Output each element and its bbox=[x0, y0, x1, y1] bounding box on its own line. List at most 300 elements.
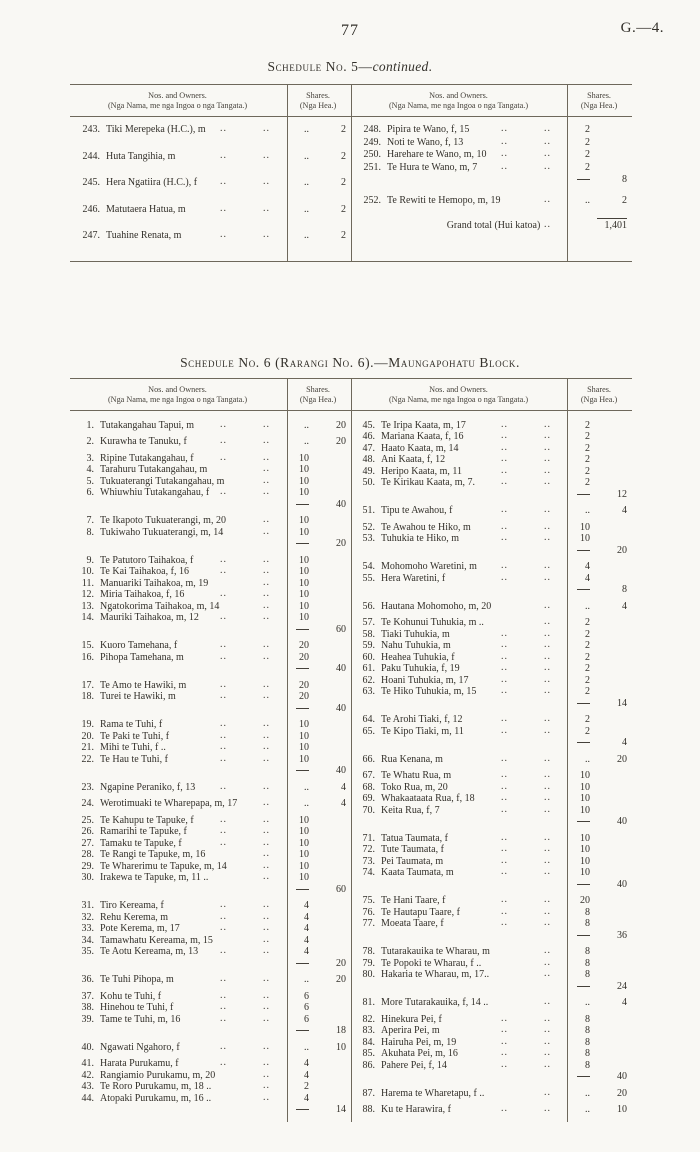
owner-name: Hinekura Pei, f bbox=[381, 1013, 442, 1025]
shares-header-sub: (Nga Hea.) bbox=[299, 101, 337, 110]
subtotal-row bbox=[351, 816, 632, 828]
owner-row bbox=[351, 867, 632, 879]
owner-cell bbox=[351, 466, 560, 478]
owner-row bbox=[351, 918, 632, 930]
shares-cell: .. bbox=[304, 798, 309, 809]
owners-header bbox=[70, 85, 285, 116]
dot-leader: .. bbox=[501, 640, 508, 650]
shares-cell: 10 bbox=[299, 464, 309, 475]
owner-number: 61. bbox=[362, 663, 375, 674]
dot-leader: .. bbox=[263, 577, 270, 588]
owner-cell bbox=[351, 1014, 560, 1026]
shares-cell: 2 bbox=[585, 136, 590, 148]
header-right-half bbox=[351, 85, 632, 116]
subtotal-row bbox=[351, 981, 632, 993]
shares-cell: .. bbox=[585, 997, 590, 1008]
shares-cell: 4 bbox=[585, 572, 590, 584]
dot-leader: .. bbox=[220, 1041, 227, 1052]
shares-cell bbox=[279, 884, 312, 896]
shares-cell: 10 bbox=[580, 770, 590, 781]
shares-cell: 2 bbox=[585, 442, 590, 454]
owner-number: 55. bbox=[362, 572, 375, 584]
owner-row bbox=[351, 522, 632, 534]
shares-cell: 20 bbox=[299, 651, 309, 663]
owner-row bbox=[70, 578, 351, 590]
owner-cell bbox=[70, 464, 279, 476]
shares-cell: 2 bbox=[585, 663, 590, 674]
owner-number: 78. bbox=[362, 946, 375, 957]
owner-number: 251. bbox=[363, 161, 381, 173]
owner-row bbox=[70, 515, 351, 527]
owner-number: 20. bbox=[81, 730, 94, 742]
column-rule bbox=[567, 379, 568, 1122]
owner-number: 77. bbox=[362, 918, 375, 929]
shares-cell: 4 bbox=[304, 900, 309, 911]
shares-subtotal-cell: 40 bbox=[617, 816, 627, 827]
owner-row bbox=[351, 805, 632, 817]
owner-name: Manuariki Taihakoa, m, 19 bbox=[100, 577, 209, 589]
dot-leader: .. bbox=[263, 589, 270, 599]
dot-leader: .. bbox=[220, 911, 227, 922]
dot-leader: .. bbox=[220, 679, 227, 690]
owner-number: 249. bbox=[363, 136, 381, 148]
owner-number: 19. bbox=[81, 719, 94, 730]
owner-cell bbox=[351, 505, 560, 517]
owner-name: Huta Tangihia, m bbox=[106, 150, 176, 162]
subtotal-row bbox=[70, 663, 351, 675]
owner-number: 247. bbox=[82, 230, 100, 241]
subtotal-row bbox=[351, 879, 632, 891]
owner-number: 51. bbox=[362, 505, 375, 516]
subtotal-row bbox=[70, 1025, 351, 1037]
owner-number: 87. bbox=[362, 1087, 375, 1099]
header-right-half bbox=[351, 379, 632, 410]
owner-number: 34. bbox=[81, 934, 94, 946]
dot-leader: .. bbox=[544, 465, 551, 476]
dot-leader: .. bbox=[544, 895, 551, 905]
shares-subtotal-cell: 20 bbox=[617, 753, 627, 765]
shares-header-label: Shares. bbox=[306, 91, 330, 100]
owner-cell bbox=[351, 805, 560, 817]
owner-row bbox=[351, 431, 632, 443]
shares-cell: 10 bbox=[580, 855, 590, 867]
owner-row bbox=[70, 1058, 351, 1070]
owner-row bbox=[70, 453, 351, 465]
owner-number: 33. bbox=[81, 923, 94, 934]
dot-leader: .. bbox=[220, 1013, 227, 1024]
owner-name: Te Kipo Tiaki, m, 11 bbox=[381, 725, 464, 737]
dot-leader: .. bbox=[501, 149, 508, 159]
owners-header-label: Nos. and Owners. bbox=[429, 384, 488, 394]
shares-cell: 2 bbox=[585, 419, 590, 431]
owner-row bbox=[351, 466, 632, 478]
shares-cell: .. bbox=[304, 230, 309, 241]
shares-cell bbox=[279, 499, 312, 511]
shares-subtotal-cell: 60 bbox=[336, 623, 346, 635]
shares-cell: .. bbox=[585, 753, 590, 765]
owner-row bbox=[351, 663, 632, 675]
owner-row bbox=[70, 1081, 351, 1093]
owner-row bbox=[70, 1014, 351, 1026]
owner-row bbox=[70, 754, 351, 766]
dot-leader: .. bbox=[501, 442, 508, 453]
owner-name: Heripo Kaata, m, 11 bbox=[381, 465, 462, 477]
shares-subtotal-cell: 10 bbox=[336, 1041, 346, 1053]
shares-cell: 10 bbox=[299, 515, 309, 526]
shares-subtotal-cell: 20 bbox=[336, 538, 346, 549]
shares-cell bbox=[560, 930, 593, 942]
owner-number: 1. bbox=[86, 419, 94, 431]
owner-row bbox=[351, 124, 632, 137]
owner-name: Hakaria te Wharau, m, 17.. bbox=[381, 969, 490, 980]
shares-subtotal-cell: 40 bbox=[617, 878, 627, 890]
owner-name: Te Aotu Kereama, m, 13 bbox=[100, 946, 199, 957]
owner-name: Te Kirikau Kaata, m, 7. bbox=[381, 477, 475, 488]
shares-cell: 20 bbox=[299, 691, 309, 702]
sum-dash bbox=[577, 494, 590, 495]
owner-row bbox=[70, 436, 351, 448]
shares-header-label: Shares. bbox=[587, 91, 611, 100]
owner-cell bbox=[351, 1048, 560, 1060]
shares-cell bbox=[279, 703, 312, 715]
owner-number: 50. bbox=[362, 477, 375, 488]
owner-row bbox=[70, 230, 351, 243]
shares-subtotal-cell: 4 bbox=[622, 505, 627, 516]
dot-leader: .. bbox=[544, 1048, 551, 1058]
dot-leader: .. bbox=[501, 477, 508, 487]
dot-leader: .. bbox=[544, 1059, 551, 1070]
owner-name: Te Iripa Kaata, m, 17 bbox=[381, 419, 466, 431]
owner-name: Whiuwhiu Tutakangahau, f bbox=[100, 487, 210, 498]
subtotal-row bbox=[70, 703, 351, 715]
owner-cell bbox=[70, 691, 279, 703]
page-header bbox=[0, 22, 700, 42]
owner-name: Tiaki Tuhukia, m bbox=[381, 628, 450, 640]
shares-cell: 8 bbox=[585, 969, 590, 980]
owner-name: Pote Kerema, m, 17 bbox=[100, 923, 180, 934]
shares-cell: 4 bbox=[304, 946, 309, 957]
subtotal-row bbox=[351, 930, 632, 942]
owner-cell bbox=[351, 220, 560, 233]
dot-leader: .. bbox=[220, 124, 227, 134]
owner-name: Harata Purukamu, f bbox=[100, 1058, 179, 1069]
owner-name: Tame te Tuhi, m, 16 bbox=[100, 1013, 181, 1025]
subtotal-row bbox=[351, 698, 632, 710]
owner-row bbox=[351, 505, 632, 517]
owner-name: Te Paki te Tuhi, f bbox=[100, 730, 170, 742]
dot-leader: .. bbox=[220, 1002, 227, 1012]
owner-number: 243. bbox=[82, 124, 100, 135]
dot-leader: .. bbox=[220, 900, 227, 910]
owner-number: 48. bbox=[362, 454, 375, 465]
dot-leader: .. bbox=[501, 918, 508, 928]
shares-cell: 4 bbox=[304, 1069, 309, 1081]
owner-name: Ripine Tutakangahau, f bbox=[100, 452, 194, 464]
dot-leader: .. bbox=[263, 554, 270, 565]
owner-row bbox=[70, 861, 351, 873]
dot-leader: .. bbox=[220, 203, 227, 214]
owner-number: 36. bbox=[81, 974, 94, 985]
owner-row bbox=[70, 555, 351, 567]
dot-leader: .. bbox=[263, 124, 270, 134]
shares-header bbox=[566, 379, 632, 410]
shares-header bbox=[285, 379, 351, 410]
owner-row bbox=[70, 589, 351, 601]
owner-cell bbox=[70, 1081, 279, 1093]
dot-leader: .. bbox=[544, 781, 551, 792]
shares-subtotal-cell: 2 bbox=[341, 177, 346, 188]
dot-leader: .. bbox=[501, 895, 508, 905]
shares-cell: .. bbox=[304, 1041, 309, 1053]
owner-cell bbox=[351, 907, 560, 919]
dot-leader: .. bbox=[220, 589, 227, 599]
shares-subtotal-cell: 40 bbox=[617, 1071, 627, 1082]
shares-subtotal-cell: 40 bbox=[336, 663, 346, 674]
owner-row bbox=[351, 1014, 632, 1026]
owner-number: 5. bbox=[86, 475, 94, 487]
dot-leader: .. bbox=[544, 804, 551, 815]
owner-cell bbox=[70, 1014, 279, 1026]
grand-total-label: Grand total (Hui katoa) bbox=[446, 220, 541, 231]
shares-cell: 2 bbox=[585, 454, 590, 465]
owners-header bbox=[351, 379, 566, 410]
owner-row bbox=[70, 946, 351, 958]
sum-dash bbox=[577, 1076, 590, 1077]
dot-leader: .. bbox=[220, 640, 227, 650]
dot-leader: .. bbox=[220, 150, 227, 161]
owner-name: Te Awahou te Hiko, m bbox=[381, 521, 471, 533]
owner-row bbox=[70, 731, 351, 743]
shares-cell: 20 bbox=[299, 640, 309, 651]
shares-header bbox=[566, 85, 632, 116]
dot-leader: .. bbox=[263, 526, 270, 537]
owner-number: 81. bbox=[362, 997, 375, 1008]
owners-header-sub: (Nga Nama, me nga Ingoa o nga Tangata.) bbox=[388, 394, 529, 404]
owner-name: Te Roro Purukamu, m, 18 .. bbox=[100, 1081, 212, 1092]
owner-cell bbox=[70, 991, 279, 1003]
sum-dash bbox=[577, 550, 590, 551]
owner-cell bbox=[70, 1042, 279, 1054]
schedule-6-title-main: Schedule No. 6 (Rarangi No. 6).—Maungapohatu Block. bbox=[180, 354, 520, 370]
owner-number: 15. bbox=[81, 640, 94, 651]
owner-cell bbox=[351, 1060, 560, 1072]
dot-leader: .. bbox=[263, 691, 270, 701]
owner-cell bbox=[70, 680, 279, 692]
owner-name: Pahere Pei, f, 14 bbox=[381, 1059, 447, 1071]
sum-dash bbox=[296, 708, 309, 709]
dot-leader: .. bbox=[501, 136, 508, 147]
shares-cell: .. bbox=[304, 124, 309, 135]
subtotal-row bbox=[351, 1071, 632, 1083]
owner-cell bbox=[351, 431, 560, 443]
dot-leader: .. bbox=[220, 177, 227, 187]
shares-subtotal-cell: 4 bbox=[622, 600, 627, 612]
dot-leader: .. bbox=[544, 725, 551, 736]
owner-name: Rangiamio Purukamu, m, 20 bbox=[100, 1069, 216, 1081]
owner-number: 70. bbox=[362, 804, 375, 816]
owner-name: Pei Taumata, m bbox=[381, 855, 444, 867]
owner-cell bbox=[351, 629, 560, 641]
shares-cell: 2 bbox=[585, 725, 590, 737]
dot-leader: .. bbox=[544, 454, 551, 464]
owner-row bbox=[351, 726, 632, 738]
owner-cell bbox=[351, 856, 560, 868]
owner-name: Irakewa te Tapuke, m, 11 .. bbox=[100, 872, 209, 883]
dot-leader: .. bbox=[501, 753, 508, 764]
owner-row bbox=[70, 566, 351, 578]
shares-subtotal-cell: 8 bbox=[622, 584, 627, 595]
shares-cell: 20 bbox=[580, 895, 590, 906]
dot-leader: .. bbox=[544, 561, 551, 571]
owner-name: Ngawati Ngahoro, f bbox=[100, 1041, 180, 1053]
dot-leader: .. bbox=[263, 600, 270, 611]
owner-number: 76. bbox=[362, 906, 375, 918]
owner-cell bbox=[351, 617, 560, 629]
owner-cell bbox=[70, 555, 279, 567]
dot-leader: .. bbox=[501, 804, 508, 815]
shares-cell: 10 bbox=[580, 793, 590, 804]
sum-dash bbox=[296, 504, 309, 505]
owner-cell bbox=[70, 731, 279, 743]
owner-number: 244. bbox=[82, 150, 100, 162]
owner-name: Akuhata Pei, m, 16 bbox=[381, 1048, 458, 1059]
dot-leader: .. bbox=[501, 124, 508, 134]
owner-number: 59. bbox=[362, 640, 375, 651]
owner-cell bbox=[70, 974, 279, 986]
owner-name: Noti te Wano, f, 13 bbox=[387, 136, 464, 148]
shares-subtotal-cell: 2 bbox=[341, 203, 346, 215]
owner-row bbox=[351, 714, 632, 726]
dot-leader: .. bbox=[544, 1013, 551, 1024]
owners-header bbox=[351, 85, 566, 116]
owner-cell bbox=[351, 573, 560, 585]
dot-leader: .. bbox=[220, 837, 227, 848]
owner-name: Tutakangahau Tapui, m bbox=[100, 419, 195, 431]
owner-cell bbox=[351, 997, 560, 1009]
owner-name: Ku te Harawira, f bbox=[381, 1104, 451, 1115]
dot-leader: .. bbox=[263, 419, 270, 430]
owner-row bbox=[70, 601, 351, 613]
owners-header-label: Nos. and Owners. bbox=[148, 384, 207, 394]
owner-cell bbox=[70, 838, 279, 850]
owner-number: 79. bbox=[362, 957, 375, 969]
owner-number: 18. bbox=[81, 691, 94, 702]
shares-subtotal-cell: 4 bbox=[622, 737, 627, 748]
dot-leader: .. bbox=[220, 452, 227, 463]
shares-cell: 6 bbox=[304, 1002, 309, 1013]
dot-leader: .. bbox=[220, 781, 227, 792]
shares-cell: 10 bbox=[299, 452, 309, 464]
dot-leader: .. bbox=[544, 521, 551, 532]
owner-number: 31. bbox=[81, 900, 94, 911]
header-left-half bbox=[70, 85, 351, 116]
owner-name: Tamawhatu Kereama, m, 15 bbox=[100, 934, 213, 946]
owner-row bbox=[351, 629, 632, 641]
dot-leader: .. bbox=[501, 844, 508, 854]
owner-number: 62. bbox=[362, 674, 375, 686]
owner-number: 46. bbox=[362, 431, 375, 442]
owner-row bbox=[70, 838, 351, 850]
owner-cell bbox=[351, 969, 560, 981]
owner-number: 3. bbox=[86, 452, 94, 464]
column-rule bbox=[567, 85, 568, 261]
shares-cell: 8 bbox=[585, 1048, 590, 1059]
shares-cell: 8 bbox=[585, 906, 590, 918]
owner-name: Te Kohunui Tuhukia, m .. bbox=[381, 617, 484, 628]
owner-cell bbox=[351, 561, 560, 573]
schedule-5-title-italic: continued bbox=[372, 59, 429, 74]
owner-row bbox=[70, 640, 351, 652]
shares-subtotal-cell: 40 bbox=[336, 765, 346, 776]
owner-name: Te Kai Taihakoa, f, 16 bbox=[100, 566, 189, 577]
dot-leader: .. bbox=[263, 475, 270, 486]
owner-name: Hinehou te Tuhi, f bbox=[100, 1002, 174, 1013]
owner-name: Moeata Taare, f bbox=[381, 918, 444, 929]
shares-cell: 10 bbox=[299, 600, 309, 612]
shares-cell: 8 bbox=[585, 946, 590, 957]
owner-row bbox=[351, 652, 632, 664]
shares-cell: 2 bbox=[585, 686, 590, 697]
subtotal-row bbox=[70, 1104, 351, 1116]
dot-leader: .. bbox=[220, 419, 227, 430]
subtotal-row bbox=[70, 958, 351, 970]
dot-leader: .. bbox=[501, 770, 508, 780]
owner-row bbox=[351, 533, 632, 545]
sum-dash bbox=[296, 1109, 309, 1110]
shares-cell: 8 bbox=[585, 918, 590, 929]
owner-number: 66. bbox=[362, 753, 375, 765]
owner-number: 83. bbox=[362, 1025, 375, 1036]
document-page bbox=[0, 22, 700, 1152]
shares-cell: 2 bbox=[585, 431, 590, 442]
dot-leader: .. bbox=[263, 923, 270, 933]
owner-cell bbox=[70, 487, 279, 499]
subtotal-row bbox=[351, 737, 632, 749]
dot-leader: .. bbox=[501, 1059, 508, 1070]
shares-cell: .. bbox=[585, 600, 590, 612]
owner-row bbox=[351, 477, 632, 489]
owner-number: 11. bbox=[81, 577, 94, 589]
owner-row bbox=[70, 798, 351, 810]
dot-leader: .. bbox=[544, 997, 551, 1007]
dot-leader: .. bbox=[263, 798, 270, 808]
shares-cell: 8 bbox=[585, 1059, 590, 1071]
owner-name: Te Hiko Tuhukia, m, 15 bbox=[381, 686, 477, 697]
schedule-6-title bbox=[0, 355, 700, 371]
shares-header-sub: (Nga Hea.) bbox=[299, 394, 337, 404]
owner-row bbox=[351, 754, 632, 766]
owner-number: 8. bbox=[86, 526, 94, 538]
shares-cell: .. bbox=[304, 203, 309, 215]
shares-cell bbox=[560, 545, 593, 557]
column-rule bbox=[287, 85, 288, 261]
dot-leader: .. bbox=[544, 674, 551, 685]
shares-cell: 2 bbox=[585, 617, 590, 628]
subtotal-row bbox=[351, 545, 632, 557]
owner-cell bbox=[351, 640, 560, 652]
owner-number: 248. bbox=[363, 124, 381, 135]
shares-cell: 10 bbox=[299, 526, 309, 538]
shares-cell: 2 bbox=[304, 1081, 309, 1092]
shares-subtotal-cell: 18 bbox=[336, 1025, 346, 1036]
shares-subtotal-cell: 10 bbox=[617, 1104, 627, 1115]
owner-name: Tuhukia te Hiko, m bbox=[381, 533, 459, 544]
owner-cell bbox=[70, 652, 279, 664]
owner-row bbox=[351, 149, 632, 162]
owner-cell bbox=[351, 675, 560, 687]
shares-subtotal-cell: 40 bbox=[336, 498, 346, 510]
shares-cell: 10 bbox=[299, 730, 309, 742]
